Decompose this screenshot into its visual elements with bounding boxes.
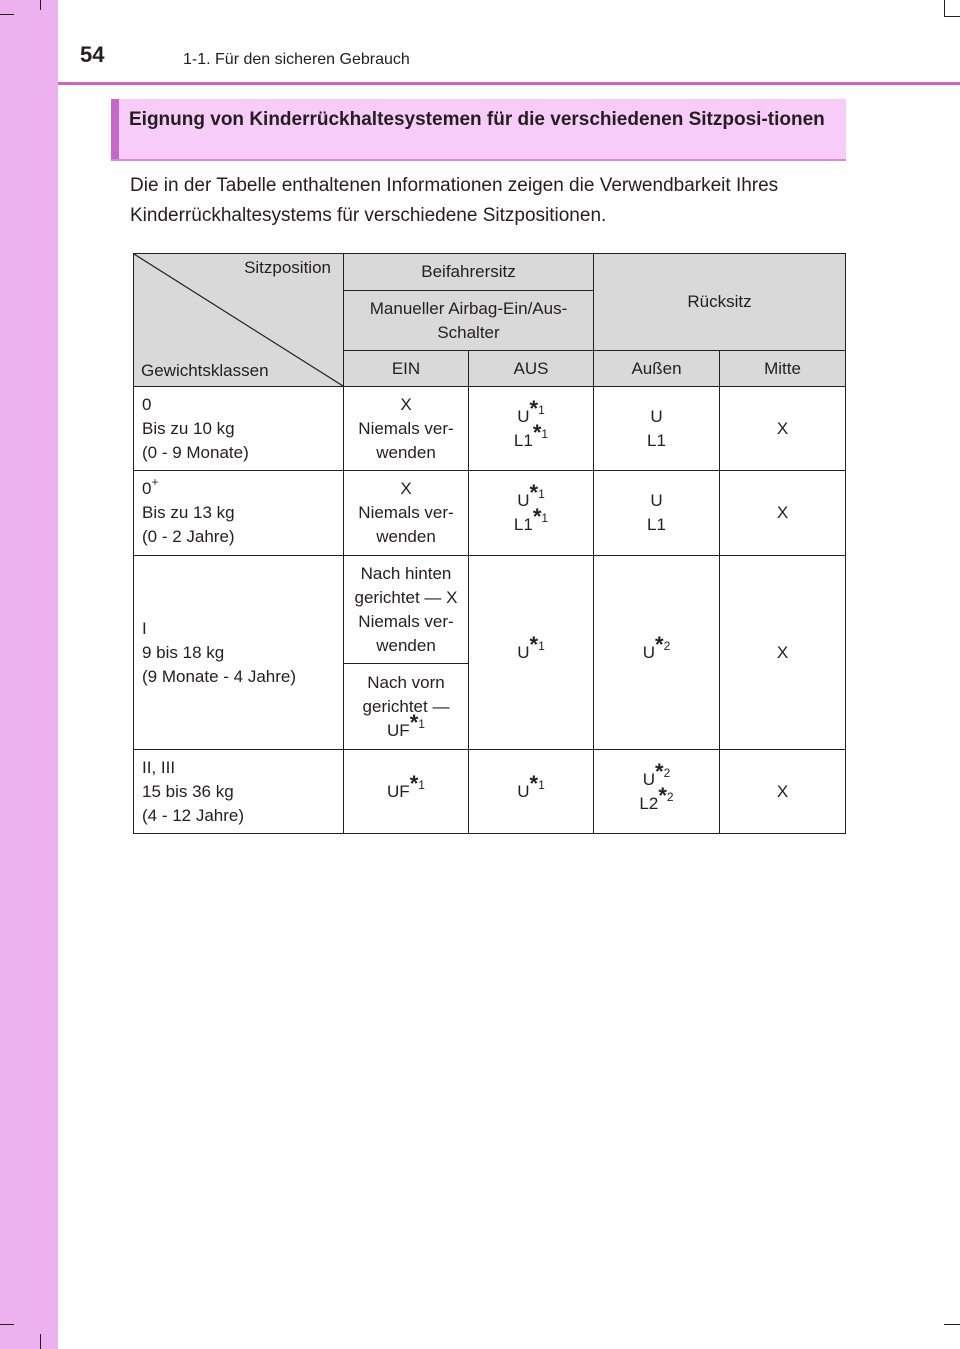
- intro-paragraph: Die in der Tabelle enthaltenen Informationen zeigen die Verwendbarkeit Ihres Kinderrückhaltesystems für verschiedene Sitzpositionen.: [130, 175, 779, 226]
- corner-header-cell: [134, 254, 344, 387]
- footnote-asterisk: *: [658, 782, 667, 808]
- footnote-number: 1: [418, 777, 425, 792]
- footnote-asterisk: *: [409, 770, 419, 796]
- footnote-number: 1: [541, 511, 549, 525]
- cell-value: U: [517, 406, 530, 426]
- trim-mark: [40, 0, 41, 10]
- table-row: [134, 556, 846, 664]
- cell-note: Niemals ver-: [358, 418, 454, 438]
- footnote-asterisk: *: [529, 770, 539, 796]
- page-number: 54: [80, 42, 105, 67]
- weight-class-cell: [134, 750, 344, 834]
- trim-mark: [944, 1324, 960, 1325]
- footnote-asterisk: *: [409, 709, 419, 735]
- weight-class-name: 0: [142, 479, 152, 498]
- rear-seat-header: Rücksitz: [594, 254, 846, 351]
- seat-position-label: Sitzposition: [244, 258, 331, 277]
- footnote-number: 1: [418, 716, 425, 731]
- trim-mark: [944, 16, 960, 17]
- trim-mark: [0, 14, 14, 15]
- footnote-asterisk: *: [655, 631, 664, 657]
- footnote-asterisk: *: [532, 419, 542, 445]
- section-title-box: [111, 99, 846, 161]
- cell-value: U: [642, 769, 656, 789]
- child-seat-suitability-table: [133, 253, 846, 834]
- weight-class-sup: +: [151, 475, 159, 489]
- trim-mark: [944, 0, 945, 16]
- section-title: Eignung von Kinderrückhaltesystemen für die verschiedenen Sitzposi-tionen: [129, 109, 825, 130]
- cell-value: U: [642, 642, 656, 662]
- cell-value: UF: [387, 781, 410, 801]
- weight-class-weight: Bis zu 13 kg: [142, 503, 235, 522]
- col-header-ein: EIN: [344, 351, 469, 387]
- footnote-number: 1: [538, 487, 545, 501]
- cell-value: X: [400, 394, 412, 414]
- cell-note: gerichtet — X: [354, 587, 458, 607]
- table-row: [134, 387, 846, 471]
- weight-class-name: I: [142, 618, 147, 638]
- weight-class-age: (9 Monate - 4 Jahre): [142, 666, 297, 686]
- col-header-mitte: Mitte: [720, 351, 846, 387]
- footnote-asterisk: *: [655, 758, 664, 784]
- footnote-asterisk: *: [529, 631, 539, 657]
- cell-ein: [344, 471, 469, 556]
- table-row: [134, 750, 846, 834]
- page-side-strip: [0, 0, 58, 1349]
- cell-note: Nach vorn: [367, 672, 445, 692]
- cell-ein-rear-facing: [344, 556, 469, 664]
- weight-class-weight: 15 bis 36 kg: [142, 781, 234, 801]
- cell-aussen: [594, 556, 720, 750]
- weight-class-age: (0 - 9 Monate): [142, 442, 249, 462]
- cell-note: wenden: [376, 442, 436, 462]
- cell-value: L1: [647, 515, 666, 534]
- cell-note: Nach hinten: [360, 563, 452, 583]
- cell-value: U: [517, 491, 530, 510]
- cell-aus: [469, 750, 594, 834]
- weight-class-weight: 9 bis 18 kg: [142, 642, 225, 662]
- cell-ein-forward-facing: [344, 664, 469, 750]
- cell-value: L1: [513, 515, 533, 534]
- footnote-number: 2: [666, 789, 674, 804]
- weight-class-name: 0: [142, 394, 152, 414]
- cell-note: wenden: [376, 527, 436, 546]
- cell-value: U: [650, 406, 663, 426]
- cell-value: U: [517, 642, 530, 662]
- cell-aus: [469, 471, 594, 556]
- cell-value: X: [400, 479, 412, 498]
- cell-aussen: [594, 387, 720, 471]
- cell-note: gerichtet —: [362, 696, 450, 716]
- footnote-number: 1: [541, 426, 549, 441]
- weight-class-name: II, III: [142, 757, 176, 777]
- cell-mitte: X: [720, 556, 846, 750]
- footnote-asterisk: *: [532, 504, 542, 529]
- cell-aussen: [594, 471, 720, 556]
- cell-value: L1: [513, 430, 533, 450]
- cell-value: L1: [647, 430, 666, 450]
- cell-ein: [344, 387, 469, 471]
- footnote-number: 1: [538, 402, 545, 417]
- footnote-number: 1: [538, 777, 545, 792]
- footnote-number: 2: [663, 638, 671, 653]
- cell-aussen: [594, 750, 720, 834]
- cell-aus: [469, 387, 594, 471]
- weight-class-age: (0 - 2 Jahre): [142, 527, 235, 546]
- front-passenger-seat-header: Beifahrersitz: [344, 254, 594, 291]
- trim-mark: [0, 1324, 14, 1325]
- cell-ein: [344, 750, 469, 834]
- weight-class-cell: [134, 556, 344, 750]
- weight-class-cell: [134, 471, 344, 556]
- trim-mark: [40, 1334, 41, 1349]
- cell-mitte: X: [720, 387, 846, 471]
- col-header-aussen: Außen: [594, 351, 720, 387]
- footnote-number: 2: [663, 765, 671, 780]
- running-head: 1-1. Für den sicheren Gebrauch: [183, 51, 410, 68]
- cell-mitte: X: [720, 750, 846, 834]
- weight-class-label: Gewichtsklassen: [141, 361, 269, 380]
- weight-class-weight: Bis zu 10 kg: [142, 418, 235, 438]
- cell-note: Niemals ver-: [358, 503, 454, 522]
- footnote-asterisk: *: [529, 395, 539, 421]
- cell-value: U: [517, 781, 530, 801]
- footnote-asterisk: *: [529, 480, 539, 505]
- airbag-switch-header: Manueller Airbag-Ein/Aus-Schalter: [344, 291, 594, 351]
- cell-mitte: X: [720, 471, 846, 556]
- weight-class-cell: [134, 387, 344, 471]
- title-accent-bar: [111, 99, 119, 159]
- cell-note: Niemals ver-: [358, 611, 454, 631]
- cell-note: wenden: [376, 635, 436, 655]
- cell-aus: [469, 556, 594, 750]
- table-row: [134, 471, 846, 556]
- header-rule: [58, 82, 960, 85]
- cell-value: UF: [387, 720, 410, 740]
- footnote-number: 1: [538, 638, 545, 653]
- weight-class-age: (4 - 12 Jahre): [142, 805, 245, 825]
- cell-value: L2: [639, 793, 659, 813]
- cell-value: U: [650, 491, 663, 510]
- col-header-aus: AUS: [469, 351, 594, 387]
